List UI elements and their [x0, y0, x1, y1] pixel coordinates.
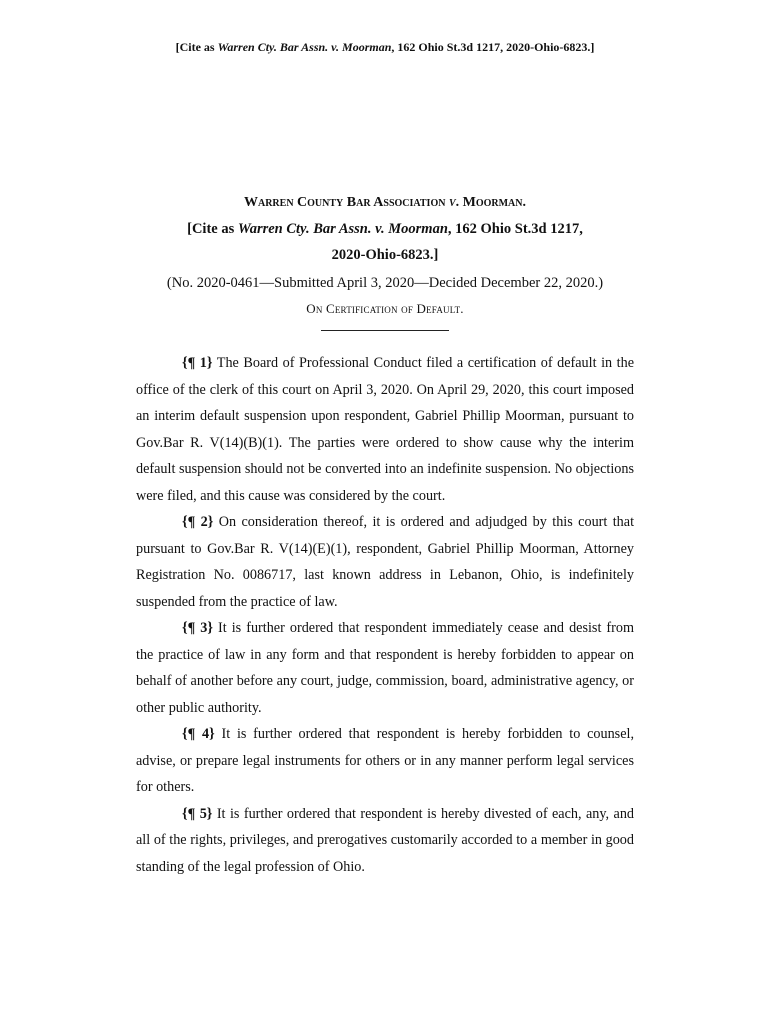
cite-case-name: Warren Cty. Bar Assn. v. Moorman — [237, 221, 448, 237]
paragraph-1 — [136, 350, 634, 509]
paragraph-mark: {¶ 5} — [182, 805, 213, 822]
caption-block — [0, 190, 770, 331]
citation-line-2: 2020-Ohio-6823.] — [331, 247, 439, 263]
paragraph-mark: {¶ 4} — [182, 726, 215, 742]
paragraph-text: The Board of Professional Conduct filed a certification of default in the office of the clerk of this court on April 3, 2020. On April 29, 2020, this court imposed an interim default suspension upon respondent, Gabriel Phillip Moorman, pursuant to Gov.Bar R. V(14)(B)(1). The parties were ordered to show cause why the interim default suspension should not be converted into an indefinite suspension. No objections were filed, and this cause was considered by the court. — [136, 355, 635, 504]
separator-rule — [321, 330, 449, 331]
paragraph-mark: {¶ 3} — [182, 620, 213, 636]
paragraph-mark: {¶ 2} — [182, 514, 214, 530]
docket-line: (No. 2020-0461—Submitted April 3, 2020—Decided December 22, 2020.) — [166, 275, 604, 291]
running-header-citation — [0, 40, 770, 55]
case-title — [0, 190, 770, 216]
paragraph-text: It is further ordered that respondent is hereby forbidden to counsel, advise, or prepare legal instruments for others or in any manner perform legal services for others. — [136, 726, 634, 795]
certification-heading: On Certification of Default. — [306, 301, 464, 316]
header-case-name: Warren Cty. Bar Assn. v. Moorman — [217, 40, 392, 54]
citation-line — [0, 216, 770, 242]
paragraph-text: It is further ordered that respondent is hereby divested of each, any, and all of the rights, privileges, and prerogatives customarily accorded to a member in good standing of the legal profession of Ohio. — [136, 805, 635, 875]
paragraph-text: On consideration thereof, it is ordered and adjudged by this court that pursuant to Gov.Bar R. V(14)(E)(1), respondent, Gabriel Phillip Moorman, Attorney Registration No. 0086717, last known address in Lebanon, Ohio, is indefinitely suspended from the practice of law. — [136, 514, 635, 610]
opinion-body — [136, 350, 634, 880]
paragraph-3 — [136, 615, 634, 721]
cite-suffix: , 162 Ohio St.3d 1217, — [447, 221, 583, 237]
paragraph-5 — [136, 801, 634, 881]
paragraph-2 — [136, 509, 634, 615]
case-name-left: Warren County Bar Association — [243, 195, 449, 210]
cite-prefix: [Cite as — [187, 221, 238, 237]
paragraph-4 — [136, 721, 634, 801]
paragraph-text: It is further ordered that respondent immediately cease and desist from the practice of law in any form and that respondent is hereby forbidden to appear on behalf of another before any court, judge, commission, board, administrative agency, or other public authority. — [136, 620, 634, 716]
case-name-versus: v — [448, 195, 456, 210]
paragraph-mark: {¶ 1} — [182, 355, 213, 371]
header-cite-suffix: , 162 Ohio St.3d 1217, 2020-Ohio-6823.] — [391, 40, 595, 54]
case-name-right: . Moorman. — [455, 195, 526, 210]
header-cite-prefix: [Cite as — [175, 40, 218, 54]
